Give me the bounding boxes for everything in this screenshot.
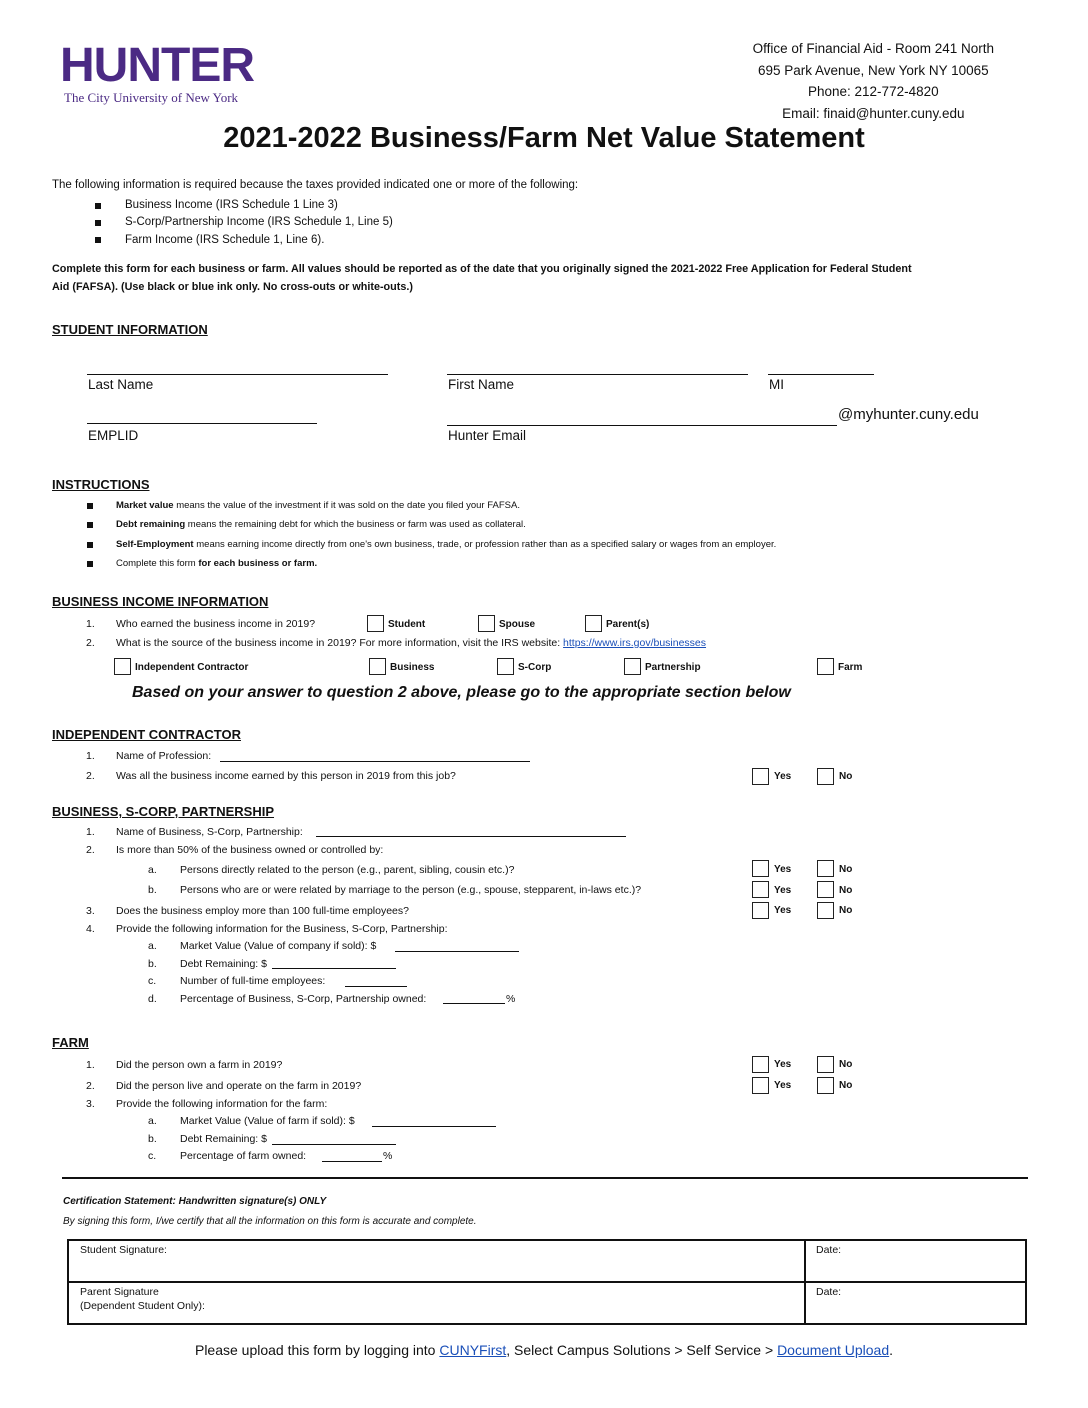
sub-letter: b.	[148, 1133, 157, 1145]
employees-count-field[interactable]	[345, 986, 407, 987]
last-name-label: Last Name	[88, 377, 154, 392]
business-checkbox[interactable]	[369, 658, 386, 675]
no-label: No	[839, 1059, 853, 1070]
debt-remaining-field[interactable]	[272, 968, 396, 969]
complete-instruction: Complete this form for each business or farm. All values should be reported as of the date that you originally signed the 2021-2022 Free Application for Federal Student	[52, 263, 912, 275]
no-checkbox[interactable]	[817, 1077, 834, 1094]
document-upload-link[interactable]: Document Upload	[777, 1342, 890, 1358]
market-value-field[interactable]	[395, 951, 519, 952]
parents-checkbox[interactable]	[585, 615, 602, 632]
who-earned-question: Who earned the business income in 2019?	[116, 618, 316, 630]
question-number: 3.	[86, 1098, 95, 1110]
yes-checkbox[interactable]	[752, 902, 769, 919]
yes-label: Yes	[774, 1080, 792, 1091]
sub-letter: b.	[148, 958, 157, 970]
hunter-logo-subtitle: The City University of New York	[64, 90, 239, 105]
farm-option-label: Farm	[838, 662, 863, 673]
office-address	[753, 38, 994, 124]
intro-bullet: Farm Income (IRS Schedule 1, Line 6).	[125, 234, 325, 246]
question-number: 4.	[86, 923, 95, 935]
question-number: 2.	[86, 844, 95, 856]
instruction-item: Market value means the value of the investment if it was sold on the date you filed your FAFSA.	[116, 500, 520, 511]
student-info-heading: STUDENT INFORMATION	[52, 322, 208, 337]
yes-label: Yes	[774, 905, 792, 916]
partnership-checkbox[interactable]	[624, 658, 641, 675]
email-domain: @myhunter.cuny.edu	[838, 406, 979, 423]
bullet-icon	[87, 561, 93, 567]
no-checkbox[interactable]	[817, 881, 834, 898]
student-date-label: Date:	[816, 1244, 842, 1256]
emplid-field[interactable]	[87, 423, 317, 424]
no-checkbox[interactable]	[817, 1056, 834, 1073]
upload-instructions: Please upload this form by logging into CUNYFirst, Select Campus Solutions > Self Service > Document Upload.	[194, 1342, 894, 1358]
sub-letter: c.	[148, 975, 157, 987]
business-income-heading: BUSINESS INCOME INFORMATION	[52, 594, 269, 609]
bullet-icon	[95, 220, 101, 226]
student-option-label: Student	[388, 619, 426, 630]
live-operate-question: Did the person live and operate on the farm in 2019?	[116, 1080, 362, 1092]
farm-info-question: Provide the following information for the farm:	[116, 1098, 328, 1110]
student-checkbox[interactable]	[367, 615, 384, 632]
farm-percent-label: Percentage of farm owned:	[180, 1150, 307, 1162]
parent-signature-field[interactable]	[71, 1285, 801, 1321]
mi-field[interactable]	[768, 374, 874, 375]
table-row-divider	[69, 1281, 1025, 1283]
question-number: 1.	[86, 826, 95, 838]
question-number: 3.	[86, 905, 95, 917]
ownership-percent-field[interactable]	[443, 1003, 505, 1004]
office-line: 695 Park Avenue, New York NY 10065	[757, 62, 989, 78]
bullet-icon	[87, 503, 93, 509]
complete-instruction-2: Aid (FAFSA). (Use black or blue ink only. No cross-outs or white-outs.)	[52, 281, 413, 293]
yes-label: Yes	[774, 1059, 792, 1070]
bullet-icon	[87, 522, 93, 528]
table-column-divider	[804, 1241, 806, 1323]
yes-checkbox[interactable]	[752, 1056, 769, 1073]
parent-date-label: Date:	[816, 1286, 842, 1298]
question-number: 2.	[86, 770, 95, 782]
hunter-logo: HUNTER	[60, 39, 254, 92]
business-name-label: Name of Business, S-Corp, Partnership:	[116, 826, 303, 838]
intro-text: The following information is required because the taxes provided indicated one or more of the following:	[52, 179, 579, 191]
profession-label: Name of Profession:	[116, 750, 212, 762]
bullet-icon	[87, 542, 93, 548]
signature-table	[67, 1239, 1027, 1325]
no-label: No	[839, 864, 853, 875]
certification-title: Certification Statement: Handwritten signature(s) ONLY	[63, 1196, 327, 1207]
independent-contractor-heading: INDEPENDENT CONTRACTOR	[52, 727, 241, 742]
s-corp-option-label: S-Corp	[518, 662, 552, 673]
hunter-email-label: Hunter Email	[448, 428, 527, 443]
section-divider	[62, 1177, 1028, 1179]
instruction-item: Debt remaining means the remaining debt for which the business or farm was used as collateral.	[116, 519, 526, 530]
partnership-option-label: Partnership	[645, 662, 701, 673]
farm-checkbox[interactable]	[817, 658, 834, 675]
sub-letter: a.	[148, 1115, 157, 1127]
student-signature-label: Student Signature:	[80, 1244, 167, 1256]
no-checkbox[interactable]	[817, 768, 834, 785]
sub-letter: d.	[148, 993, 157, 1005]
farm-market-value-label: Market Value (Value of farm if sold): $	[180, 1115, 355, 1127]
independent-contractor-label: Independent Contractor	[135, 662, 249, 673]
profession-field[interactable]	[220, 761, 530, 762]
bullet-icon	[95, 237, 101, 243]
no-label: No	[839, 771, 853, 782]
business-option-label: Business	[390, 662, 435, 673]
yes-checkbox[interactable]	[752, 768, 769, 785]
question-number: 1.	[86, 618, 95, 630]
income-source-question: What is the source of the business income in 2019? For more information, visit the IRS website: https://www.irs.gov/businesses	[116, 637, 707, 649]
employees-question: Does the business employ more than 100 full-time employees?	[116, 905, 409, 917]
independent-contractor-checkbox[interactable]	[114, 658, 131, 675]
percent-sign: %	[383, 1150, 393, 1162]
yes-label: Yes	[774, 771, 792, 782]
section-guidance-note: Based on your answer to question 2 above, please go to the appropriate section below	[132, 684, 791, 701]
no-label: No	[839, 1080, 853, 1091]
ownership-percent-label: Percentage of Business, S-Corp, Partnership owned:	[180, 993, 427, 1005]
farm-debt-remaining-field[interactable]	[272, 1144, 396, 1145]
no-checkbox[interactable]	[817, 860, 834, 877]
emplid-label: EMPLID	[88, 428, 139, 443]
farm-market-value-field[interactable]	[372, 1126, 496, 1127]
parent-date-field[interactable]	[808, 1285, 1023, 1321]
first-name-label: First Name	[448, 377, 515, 392]
sub-letter: a.	[148, 940, 157, 952]
certification-text: By signing this form, I/we certify that all the information on this form is accurate and complete.	[63, 1216, 477, 1227]
yes-checkbox[interactable]	[752, 1077, 769, 1094]
hunter-email-field[interactable]	[447, 425, 837, 426]
no-label: No	[839, 905, 853, 916]
irs-link[interactable]: https://www.irs.gov/businesses	[563, 637, 707, 649]
all-income-question: Was all the business income earned by this person in 2019 from this job?	[116, 770, 456, 782]
related-persons-question: Persons directly related to the person (e.g., parent, sibling, cousin etc.)?	[180, 864, 515, 876]
intro-bullet: S-Corp/Partnership Income (IRS Schedule 1, Line 5)	[125, 216, 393, 228]
instruction-item: Complete this form for each business or farm.	[116, 558, 318, 569]
question-number: 1.	[86, 750, 95, 762]
sub-letter: a.	[148, 864, 157, 876]
office-line: Phone: 212-772-4820	[808, 84, 939, 99]
employees-count-label: Number of full-time employees:	[180, 975, 326, 987]
parent-signature-label: Parent Signature	[80, 1286, 159, 1298]
cunyfirst-link[interactable]: CUNYFirst	[439, 1342, 507, 1358]
mi-label: MI	[769, 377, 784, 392]
question-number: 2.	[86, 637, 95, 649]
market-value-label: Market Value (Value of company if sold): $	[180, 940, 377, 952]
question-number: 1.	[86, 1059, 95, 1071]
parent-signature-note: (Dependent Student Only):	[80, 1300, 205, 1312]
first-name-field[interactable]	[447, 374, 748, 375]
last-name-field[interactable]	[87, 374, 388, 375]
bullet-icon	[95, 203, 101, 209]
farm-heading: FARM	[52, 1035, 89, 1050]
yes-checkbox[interactable]	[752, 860, 769, 877]
debt-remaining-label: Debt Remaining: $	[180, 958, 267, 970]
sub-letter: b.	[148, 884, 157, 896]
yes-checkbox[interactable]	[752, 881, 769, 898]
marriage-related-question: Persons who are or were related by marriage to the person (e.g., spouse, stepparent, in-laws etc.)?	[180, 884, 642, 896]
question-number: 2.	[86, 1080, 95, 1092]
student-signature-field[interactable]	[71, 1243, 801, 1279]
yes-label: Yes	[774, 885, 792, 896]
parents-option-label: Parent(s)	[606, 619, 650, 630]
instructions-heading: INSTRUCTIONS	[52, 477, 150, 492]
business-scorp-heading: BUSINESS, S-CORP, PARTNERSHIP	[52, 804, 275, 819]
student-date-field[interactable]	[808, 1243, 1023, 1279]
instruction-item: Self-Employment means earning income directly from one's own business, trade, or profession rather than as a specified salary or wages from an employer.	[116, 539, 777, 550]
business-info-question: Provide the following information for the Business, S-Corp, Partnership:	[116, 923, 448, 935]
farm-percent-field[interactable]	[322, 1161, 382, 1162]
intro-bullet: Business Income (IRS Schedule 1 Line 3)	[125, 199, 338, 211]
yes-label: Yes	[774, 864, 792, 875]
spouse-checkbox[interactable]	[478, 615, 495, 632]
own-farm-question: Did the person own a farm in 2019?	[116, 1059, 283, 1071]
no-checkbox[interactable]	[817, 902, 834, 919]
business-name-field[interactable]	[316, 836, 626, 837]
spouse-option-label: Spouse	[499, 619, 536, 630]
farm-debt-remaining-label: Debt Remaining: $	[180, 1133, 267, 1145]
office-line: Office of Financial Aid - Room 241 North	[752, 41, 994, 56]
no-label: No	[839, 885, 853, 896]
s-corp-checkbox[interactable]	[497, 658, 514, 675]
office-line: Email: finaid@hunter.cuny.edu	[782, 105, 965, 121]
page-title: 2021-2022 Business/Farm Net Value Statement	[223, 122, 865, 154]
ownership-question: Is more than 50% of the business owned or controlled by:	[116, 844, 384, 856]
percent-sign: %	[506, 993, 516, 1005]
sub-letter: c.	[148, 1150, 157, 1162]
